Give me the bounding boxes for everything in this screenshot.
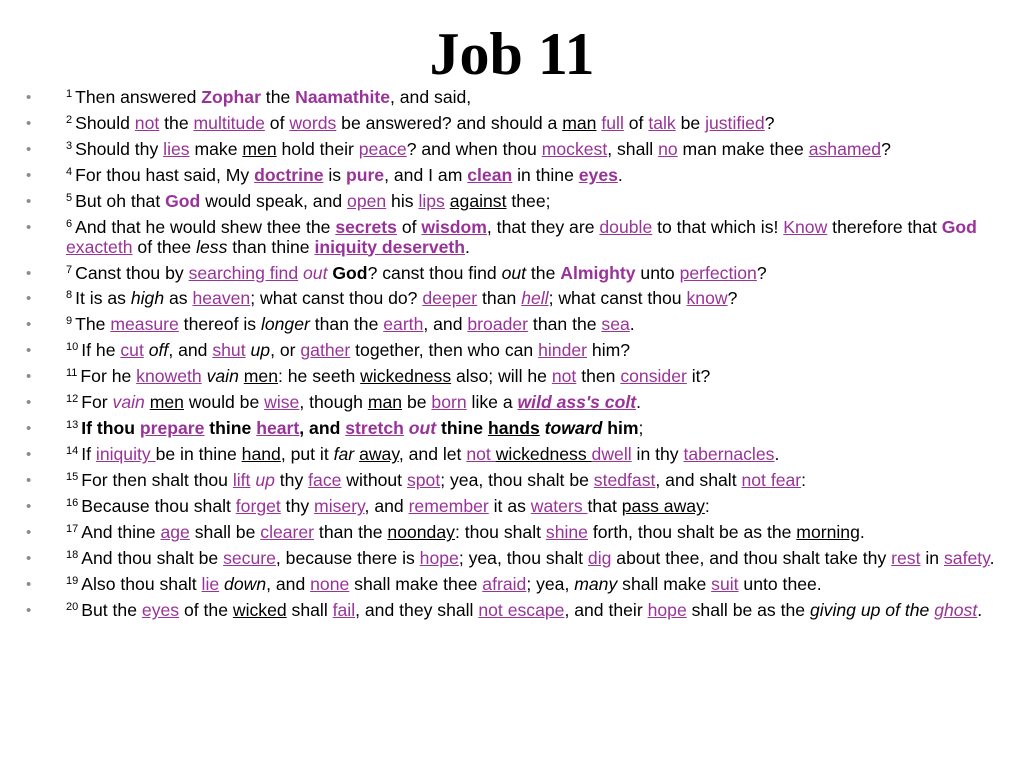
verse-text: , and: [364, 496, 409, 517]
verse-text: than the: [309, 314, 384, 335]
highlighted-word: safety: [943, 548, 990, 569]
highlighted-word: prepare: [139, 418, 205, 439]
bullet-icon: •: [26, 368, 32, 386]
verse-number: 11: [66, 367, 78, 380]
highlighted-word: fail: [332, 600, 356, 621]
verse-text: giving up of the: [809, 600, 930, 621]
bullet-icon: •: [26, 446, 32, 464]
highlighted-word: God: [165, 190, 201, 211]
verse-text: his: [386, 190, 419, 211]
verse-text: : thou shalt: [454, 522, 546, 543]
highlighted-word: not escape: [478, 600, 565, 621]
bullet-icon: •: [26, 342, 32, 360]
verse-text: longer: [260, 314, 310, 335]
verse-text: high: [130, 288, 165, 309]
highlighted-word: ashamed: [808, 138, 882, 159]
verse-text: it as: [488, 496, 531, 517]
verse-number: 10: [66, 341, 79, 354]
highlighted-word: ghost: [934, 600, 978, 621]
highlighted-word: Almighty: [560, 262, 636, 283]
verse-text: ; yea, thou shalt be: [440, 470, 594, 491]
verse-item: [26, 523, 1006, 543]
verse-text: the: [526, 262, 561, 283]
verse-item: [26, 601, 1006, 621]
verse-number: 7: [66, 263, 73, 276]
verse-text: ; yea,: [526, 574, 575, 595]
highlighted-word: rest: [891, 548, 921, 569]
verse-text: And thou shalt be: [81, 548, 224, 569]
bullet-icon: •: [26, 576, 32, 594]
verse-text: , and said,: [390, 87, 472, 107]
verse-number: 12: [66, 393, 79, 406]
verse-text: shall: [286, 600, 333, 621]
verse-text: .: [989, 548, 995, 569]
verse-text: hand: [241, 444, 281, 465]
verse-text: It is as: [75, 288, 131, 309]
verse-text: If: [81, 444, 96, 465]
highlighted-word: out: [303, 262, 328, 283]
verse-text: ?: [727, 288, 738, 309]
verse-item: [26, 445, 1006, 465]
bullet-icon: •: [26, 472, 32, 490]
highlighted-word: God: [941, 216, 977, 237]
verse-text: less: [196, 236, 228, 257]
highlighted-word: none: [310, 574, 350, 595]
verse-text: ?: [764, 112, 775, 133]
highlighted-word: multitude: [193, 112, 265, 133]
verse-text: unto thee.: [738, 574, 822, 595]
verse-text: .: [859, 522, 865, 543]
verse-text: of: [623, 112, 649, 133]
highlighted-word: clean: [467, 164, 513, 185]
verse-item: [26, 341, 1006, 361]
verse-text: , and their: [564, 600, 648, 621]
highlighted-word: doctrine: [254, 164, 324, 185]
highlighted-word: misery: [314, 496, 365, 517]
highlighted-word: hell: [521, 288, 549, 309]
verse-text: than the: [314, 522, 388, 543]
highlighted-word: talk: [648, 112, 676, 133]
highlighted-word: lies: [163, 138, 190, 159]
highlighted-word: forget: [235, 496, 281, 517]
verse-text: , and: [266, 574, 311, 595]
highlighted-word: mockest: [541, 138, 608, 159]
verse-text: : he seeth: [278, 366, 361, 387]
verse-item: [26, 497, 1006, 517]
verse-text: of the: [179, 600, 233, 621]
verse-text: men: [243, 366, 278, 387]
highlighted-word: words: [289, 112, 337, 133]
verse-number: 20: [66, 601, 79, 614]
verse-text: man: [367, 392, 403, 413]
highlighted-word: no: [658, 138, 678, 159]
verse-text: ; yea, thou shalt: [458, 548, 588, 569]
verse-text: in thy: [631, 444, 684, 465]
verse-text: up: [250, 340, 271, 361]
highlighted-word: not fear: [741, 470, 802, 491]
highlighted-word: wise: [264, 392, 300, 413]
verse-number: 3: [66, 139, 73, 152]
verse-number: 18: [66, 549, 79, 562]
verse-text: , because there is: [275, 548, 420, 569]
verse-number: 19: [66, 575, 79, 588]
verse-text: ?: [756, 262, 767, 283]
verse-text: , and let: [398, 444, 467, 465]
verse-item: [26, 575, 1006, 595]
highlighted-word: earth: [383, 314, 424, 335]
highlighted-word: know: [686, 288, 728, 309]
verse-text: be answered? and should a: [336, 112, 563, 133]
bullet-icon: •: [26, 550, 32, 568]
verse-text: as: [164, 288, 193, 309]
verse-text: of: [264, 112, 290, 133]
highlighted-word: vain: [112, 392, 145, 413]
verse-item: [26, 549, 1006, 569]
verse-text: hands: [487, 418, 540, 439]
verse-text: thereof is: [178, 314, 261, 335]
verse-text: about thee, and thou shalt take thy: [611, 548, 892, 569]
highlighted-word: iniquity: [95, 444, 156, 465]
verse-item: [26, 289, 1006, 309]
verse-text: Then answered: [75, 87, 202, 107]
verse-text: , though: [299, 392, 368, 413]
highlighted-word: hope: [647, 600, 687, 621]
highlighted-word: wisdom: [421, 216, 487, 237]
highlighted-word: deeper: [422, 288, 478, 309]
verse-text: , and they shall: [355, 600, 479, 621]
verse-text: is: [323, 164, 346, 185]
verse-number: 14: [66, 445, 79, 458]
verse-text: him?: [587, 340, 631, 361]
verse-text: .: [977, 600, 983, 621]
highlighted-word: Know: [783, 216, 828, 237]
verse-text: Also thou shalt: [81, 574, 202, 595]
highlighted-word: full: [601, 112, 624, 133]
verse-text: ? and when thou: [406, 138, 542, 159]
verse-text: God: [332, 262, 368, 283]
verse-text: , put it: [280, 444, 334, 465]
verse-number: 9: [66, 315, 73, 328]
verse-text: wickedness: [360, 366, 452, 387]
highlighted-word: dwell: [591, 444, 632, 465]
verse-text: against: [449, 190, 507, 211]
verse-text: him: [602, 418, 639, 439]
verse-text: men: [149, 392, 184, 413]
verse-text: , and: [423, 314, 468, 335]
verse-text: vain: [206, 366, 239, 387]
verse-text: .: [465, 236, 470, 257]
verse-text: thee;: [506, 190, 551, 211]
verse-text: :: [704, 496, 710, 517]
verse-text: without: [341, 470, 407, 491]
verse-text: ?: [881, 138, 891, 159]
highlighted-word: lie: [201, 574, 220, 595]
verse-text: then: [576, 366, 621, 387]
highlighted-word: open: [347, 190, 387, 211]
highlighted-word: consider: [620, 366, 687, 387]
verse-text: , or: [270, 340, 301, 361]
verse-number: 8: [66, 289, 73, 302]
verse-text: noonday: [387, 522, 455, 543]
verse-text: the: [260, 87, 296, 107]
verse-text: .: [774, 444, 780, 465]
verse-number: 17: [66, 523, 79, 536]
verse-text: would speak, and: [200, 190, 348, 211]
verse-text: unto: [635, 262, 680, 283]
highlighted-word: knoweth: [136, 366, 202, 387]
verse-text: .: [636, 392, 641, 413]
highlighted-word: waters: [530, 496, 588, 517]
verse-item: [26, 264, 1006, 284]
highlighted-word: stedfast: [593, 470, 656, 491]
highlighted-word: heaven: [192, 288, 251, 309]
highlighted-word: peace: [358, 138, 407, 159]
highlighted-word: up: [255, 470, 275, 491]
verse-text: , and shalt: [655, 470, 742, 491]
verse-number: 16: [66, 497, 79, 510]
verse-text: forth, thou shalt be as the: [587, 522, 797, 543]
verse-text: Should: [75, 112, 135, 133]
highlighted-word: heart: [256, 418, 300, 439]
verse-text: thy: [274, 470, 309, 491]
bullet-icon: •: [26, 498, 32, 516]
bullet-icon: •: [26, 264, 32, 282]
verse-list: [26, 88, 1006, 627]
highlighted-word: double: [599, 216, 653, 237]
verse-text: it?: [686, 366, 711, 387]
verse-text: be: [402, 392, 432, 413]
verse-number: 15: [66, 471, 79, 484]
highlighted-word: suit: [711, 574, 739, 595]
bullet-icon: •: [26, 114, 32, 132]
highlighted-word: gather: [300, 340, 351, 361]
highlighted-word: measure: [110, 314, 179, 335]
verse-text: Should thy: [75, 138, 164, 159]
highlighted-word: searching find: [188, 262, 299, 283]
highlighted-word: broader: [467, 314, 529, 335]
verse-text: that: [587, 496, 622, 517]
highlighted-word: not: [551, 366, 577, 387]
verse-text: men: [242, 138, 277, 159]
bullet-icon: •: [26, 218, 32, 236]
verse-text: morning: [796, 522, 860, 543]
verse-number: 4: [66, 165, 73, 178]
verse-item: [26, 88, 1006, 108]
verse-text: For: [81, 392, 113, 413]
verse-text: shall make thee: [349, 574, 483, 595]
highlighted-word: cut: [120, 340, 144, 361]
verse-text: , that they are: [486, 216, 600, 237]
verse-text: be in thine: [155, 444, 242, 465]
highlighted-word: stretch: [345, 418, 404, 439]
highlighted-word: tabernacles: [683, 444, 775, 465]
verse-text: , and I am: [384, 164, 468, 185]
verse-text: For then shalt thou: [81, 470, 233, 491]
verse-text: to that which is!: [652, 216, 784, 237]
verse-text: :: [801, 470, 807, 491]
highlighted-word: lips: [418, 190, 445, 211]
highlighted-word: afraid: [482, 574, 527, 595]
verse-item: [26, 367, 1006, 387]
verse-number: 2: [66, 113, 73, 126]
verse-text: in: [920, 548, 944, 569]
highlighted-word: shine: [545, 522, 588, 543]
verse-text: together, then who can: [350, 340, 539, 361]
verse-text: man make thee: [677, 138, 809, 159]
verse-text: ;: [638, 418, 644, 439]
highlighted-word: secrets: [335, 216, 397, 237]
verse-text: would be: [183, 392, 265, 413]
verse-text: ; what canst thou do?: [250, 288, 423, 309]
verse-text: , shall: [607, 138, 659, 159]
verse-item: [26, 114, 1006, 134]
verse-text: .: [617, 164, 623, 185]
highlighted-word: pure: [345, 164, 385, 185]
highlighted-word: lift: [232, 470, 251, 491]
verse-text: But the: [81, 600, 142, 621]
verse-text: like a: [466, 392, 518, 413]
verse-text: away: [359, 444, 399, 465]
verse-text: toward: [544, 418, 603, 439]
highlighted-word: born: [431, 392, 467, 413]
bullet-icon: •: [26, 420, 32, 438]
verse-item: [26, 471, 1006, 491]
verse-text: man: [562, 112, 597, 133]
verse-text: than: [477, 288, 522, 309]
verse-text: the: [159, 112, 194, 133]
verse-item: [26, 393, 1006, 413]
verse-text: shall make: [617, 574, 712, 595]
bullet-icon: •: [26, 394, 32, 412]
highlighted-word: justified: [705, 112, 765, 133]
bullet-icon: •: [26, 140, 32, 158]
verse-item: [26, 218, 1006, 257]
verse-text: wickedness: [495, 444, 592, 465]
verse-text: thine: [436, 418, 488, 439]
verse-text: ; what canst thou: [548, 288, 687, 309]
verse-text: .: [629, 314, 635, 335]
verse-text: ? canst thou find: [367, 262, 502, 283]
verse-text: , and: [168, 340, 213, 361]
verse-text: off: [148, 340, 169, 361]
verse-text: in thine: [512, 164, 579, 185]
verse-number: 6: [66, 217, 73, 230]
slide-title: Job 11: [429, 21, 595, 87]
highlighted-word: wild ass's colt: [517, 392, 637, 413]
verse-text: Canst thou by: [75, 262, 189, 283]
highlighted-word: hinder: [538, 340, 588, 361]
bullet-icon: •: [26, 192, 32, 210]
verse-item: [26, 166, 1006, 186]
highlighted-word: not: [466, 444, 496, 465]
highlighted-word: age: [160, 522, 190, 543]
verse-text: thy: [280, 496, 315, 517]
verse-text: wicked: [232, 600, 287, 621]
verse-number: 1: [66, 88, 73, 100]
highlighted-word: hope: [419, 548, 459, 569]
highlighted-word: shut: [212, 340, 246, 361]
verse-item: [26, 315, 1006, 335]
verse-text: be: [675, 112, 706, 133]
verse-text: of: [396, 216, 422, 237]
bullet-icon: •: [26, 290, 32, 308]
highlighted-word: remember: [408, 496, 489, 517]
verse-text: For he: [80, 366, 137, 387]
highlighted-word: perfection: [679, 262, 757, 283]
bullet-icon: •: [26, 89, 32, 106]
highlighted-word: iniquity deserveth: [314, 236, 466, 257]
verse-text: far: [333, 444, 355, 465]
verse-text: therefore that: [827, 216, 942, 237]
verse-text: For thou hast said, My: [75, 164, 255, 185]
verse-text: shall be as the: [686, 600, 810, 621]
verse-text: And thine: [81, 522, 161, 543]
verse-text: than thine: [227, 236, 315, 257]
verse-text: Because thou shalt: [81, 496, 236, 517]
highlighted-word: secure: [223, 548, 276, 569]
highlighted-word: sea: [601, 314, 630, 335]
verse-text: But oh that: [75, 190, 166, 211]
verse-number: 5: [66, 191, 73, 204]
verse-text: , and: [299, 418, 346, 439]
highlighted-word: face: [308, 470, 342, 491]
verse-text: If he: [81, 340, 121, 361]
verse-text: shall be: [189, 522, 261, 543]
bullet-icon: •: [26, 166, 32, 184]
verse-text: of thee: [132, 236, 197, 257]
verse-text: If thou: [81, 418, 140, 439]
highlighted-word: eyes: [578, 164, 618, 185]
verse-number: 13: [66, 419, 79, 432]
bullet-icon: •: [26, 602, 32, 620]
highlighted-word: clearer: [260, 522, 315, 543]
verse-item: [26, 192, 1006, 212]
bullet-icon: •: [26, 316, 32, 334]
verse-text: also; will he: [451, 366, 552, 387]
verse-text: many: [574, 574, 618, 595]
highlighted-word: Naamathite: [295, 87, 390, 107]
verse-text: down: [224, 574, 267, 595]
verse-text: hold their: [276, 138, 359, 159]
bullet-icon: •: [26, 524, 32, 542]
verse-item: [26, 140, 1006, 160]
highlighted-word: dig: [587, 548, 612, 569]
highlighted-word: not: [134, 112, 160, 133]
highlighted-word: eyes: [141, 600, 180, 621]
highlighted-word: Zophar: [201, 87, 261, 107]
verse-text: pass away: [621, 496, 705, 517]
verse-item: [26, 419, 1006, 439]
verse-text: out: [501, 262, 527, 283]
verse-text: And that he would shew thee the: [75, 216, 336, 237]
highlighted-word: spot: [406, 470, 441, 491]
verse-text: thine: [204, 418, 257, 439]
highlighted-word: out: [408, 418, 437, 439]
highlighted-word: exacteth: [66, 236, 133, 257]
verse-text: than the: [528, 314, 602, 335]
verse-text: The: [75, 314, 111, 335]
verse-text: make: [189, 138, 243, 159]
